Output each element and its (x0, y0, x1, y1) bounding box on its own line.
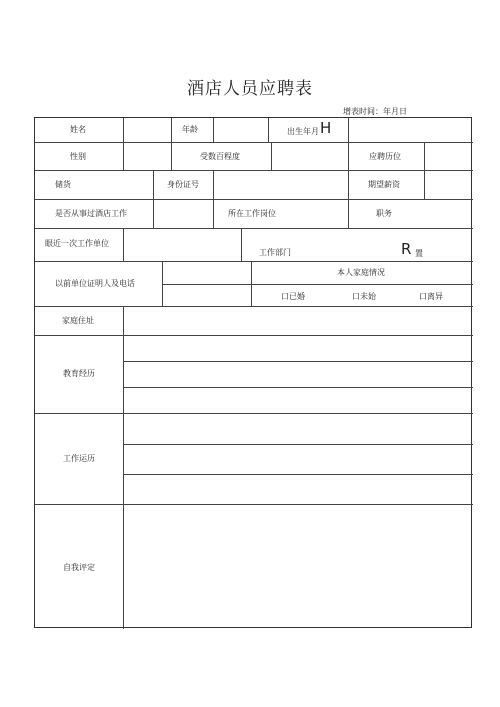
row-divider (162, 284, 473, 285)
hotel-experience-label: 是否从事过酒店工作 (55, 209, 127, 218)
col-divider (348, 170, 349, 199)
row-divider (35, 199, 473, 200)
col-divider (171, 118, 172, 142)
reference-label: 以前单位证明人及电话 (55, 279, 135, 288)
col-divider (241, 228, 242, 261)
family-status-label: 本人家庭情况 (337, 268, 385, 277)
row-divider (35, 142, 473, 143)
birth-date-label: 出生年月 (287, 127, 319, 136)
married-checkbox[interactable]: 口已婚 (281, 292, 305, 301)
last-employer-label: 眼近一次工作单位 (45, 239, 109, 248)
col-divider (424, 142, 425, 170)
current-post-label: 所在工作岗位 (228, 209, 276, 218)
department-mark: R (401, 240, 412, 258)
gender-label: 性别 (70, 152, 86, 161)
id-number-label: 身份证号 (167, 180, 199, 189)
col-divider (123, 142, 124, 170)
row-divider (123, 387, 473, 388)
col-divider (123, 228, 124, 261)
education-history-label: 教育经历 (63, 369, 95, 378)
row-divider (123, 361, 473, 362)
row-divider (35, 306, 473, 307)
col-divider (162, 261, 163, 306)
col-divider (153, 199, 154, 228)
row-divider (35, 228, 473, 229)
age-label: 年龄 (182, 125, 198, 134)
row-divider (35, 261, 473, 262)
col-divider (348, 199, 349, 228)
col-divider (123, 306, 124, 629)
col-divider (213, 170, 214, 199)
row-divider (35, 335, 473, 336)
col-divider (213, 118, 214, 142)
col-divider (348, 142, 349, 170)
expected-salary-label: 期望薪资 (368, 180, 400, 189)
row-divider (35, 413, 473, 414)
department-label: 工作部门 (259, 248, 291, 257)
education-level-label: 受数百程度 (200, 152, 240, 161)
origin-label: 储货 (55, 180, 71, 189)
self-evaluation-label: 自我评定 (63, 563, 95, 572)
position-applied-label: 应聘历位 (369, 152, 401, 161)
row-divider (123, 474, 473, 475)
duty-label: 职务 (376, 209, 392, 218)
work-history-label: 工作运历 (63, 454, 95, 463)
row-divider (35, 170, 473, 171)
col-divider (213, 199, 214, 228)
divorced-checkbox[interactable]: 口离异 (419, 292, 443, 301)
col-divider (171, 142, 172, 170)
unmarried-checkbox[interactable]: 口未始 (352, 292, 376, 301)
name-label: 姓名 (70, 125, 86, 134)
col-divider (271, 142, 272, 170)
row-divider (123, 444, 473, 445)
col-divider (424, 170, 425, 199)
col-divider (123, 118, 124, 142)
col-divider (153, 170, 154, 199)
col-divider (251, 261, 252, 306)
fill-date-label: 增表时间：年月日 (343, 107, 407, 116)
address-label: 家庭住址 (62, 316, 94, 325)
col-divider (268, 118, 269, 142)
application-form (34, 117, 472, 628)
department-suffix: 置 (415, 249, 423, 258)
form-title: 酒店人员应聘表 (187, 79, 313, 99)
row-divider (35, 504, 473, 505)
birth-mark: H (320, 119, 332, 137)
col-divider (348, 118, 349, 142)
